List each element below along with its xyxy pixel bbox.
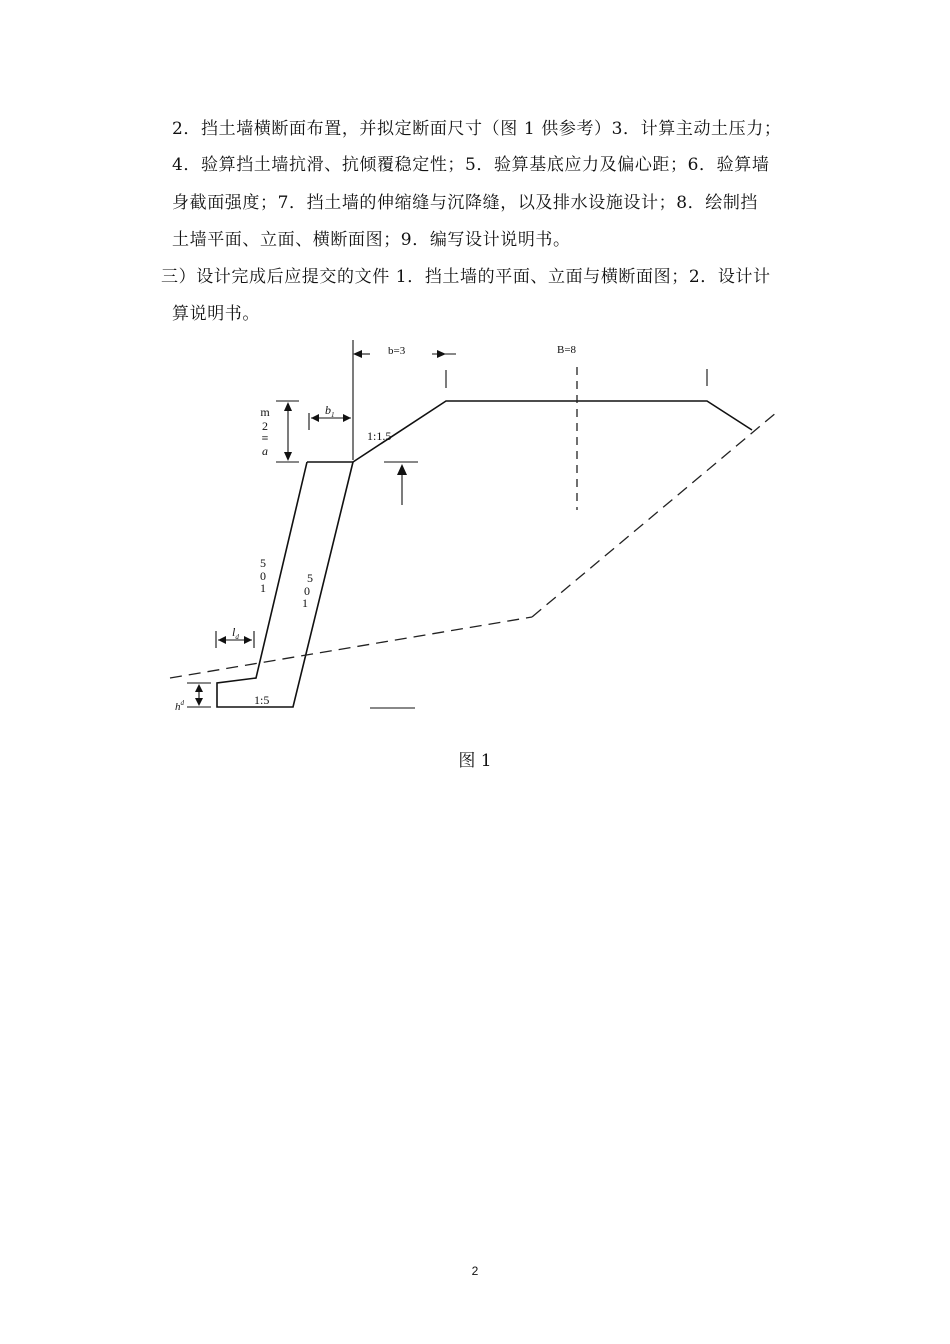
requirements-line-1: 2．挡土墙横断面布置，并拟定断面尺寸（图 1 供参考）3．计算主动土压力； <box>172 119 782 139</box>
batter-left-1: 5 <box>260 556 266 570</box>
original-ground-line <box>170 617 532 678</box>
batter-right-3: 1 <box>302 596 308 610</box>
deliverables-line-2: 算说明书。 <box>172 304 260 324</box>
requirements-line-4: 土墙平面、立面、横断面图；9．编写设计说明书。 <box>172 230 571 250</box>
ld-label: $l_d$ <box>232 625 239 641</box>
height-label-2: 2 <box>262 419 268 433</box>
b-width-label: B=8 <box>557 344 577 356</box>
height-label-a: a <box>262 444 268 458</box>
b1-label: $b_1$ <box>325 403 335 419</box>
batter-left-2: 0 <box>260 569 266 583</box>
b-top-label: b=3 <box>388 345 406 357</box>
requirements-line-2: 4．验算挡土墙抗滑、抗倾覆稳定性；5．验算基底应力及偏心距；6．验算墙 <box>172 155 770 175</box>
page-number: 2 <box>471 1264 479 1278</box>
requirements-line-3: 身截面强度；7．挡土墙的伸缩缝与沉降缝，以及排水设施设计；8．绘制挡 <box>172 193 759 213</box>
hd-label: $h^d$ <box>175 699 184 713</box>
base-slope-label: 1:5 <box>254 693 270 707</box>
backfill-surface <box>353 401 752 462</box>
batter-right-1: 5 <box>307 571 313 585</box>
wall-outline <box>217 462 353 707</box>
figure-caption: 图 1 <box>458 751 492 771</box>
height-label-eq: ≡ <box>261 431 269 445</box>
deliverables-line-1: 三）设计完成后应提交的文件 1．挡土墙的平面、立面与横断面图；2．设计计 <box>161 267 771 287</box>
batter-left-3: 1 <box>260 581 266 595</box>
height-label-m: m <box>260 405 270 419</box>
slope-top-label: 1:1.5 <box>367 429 392 443</box>
batter-right-2: 0 <box>304 584 310 598</box>
slope-ground-line <box>532 412 777 617</box>
